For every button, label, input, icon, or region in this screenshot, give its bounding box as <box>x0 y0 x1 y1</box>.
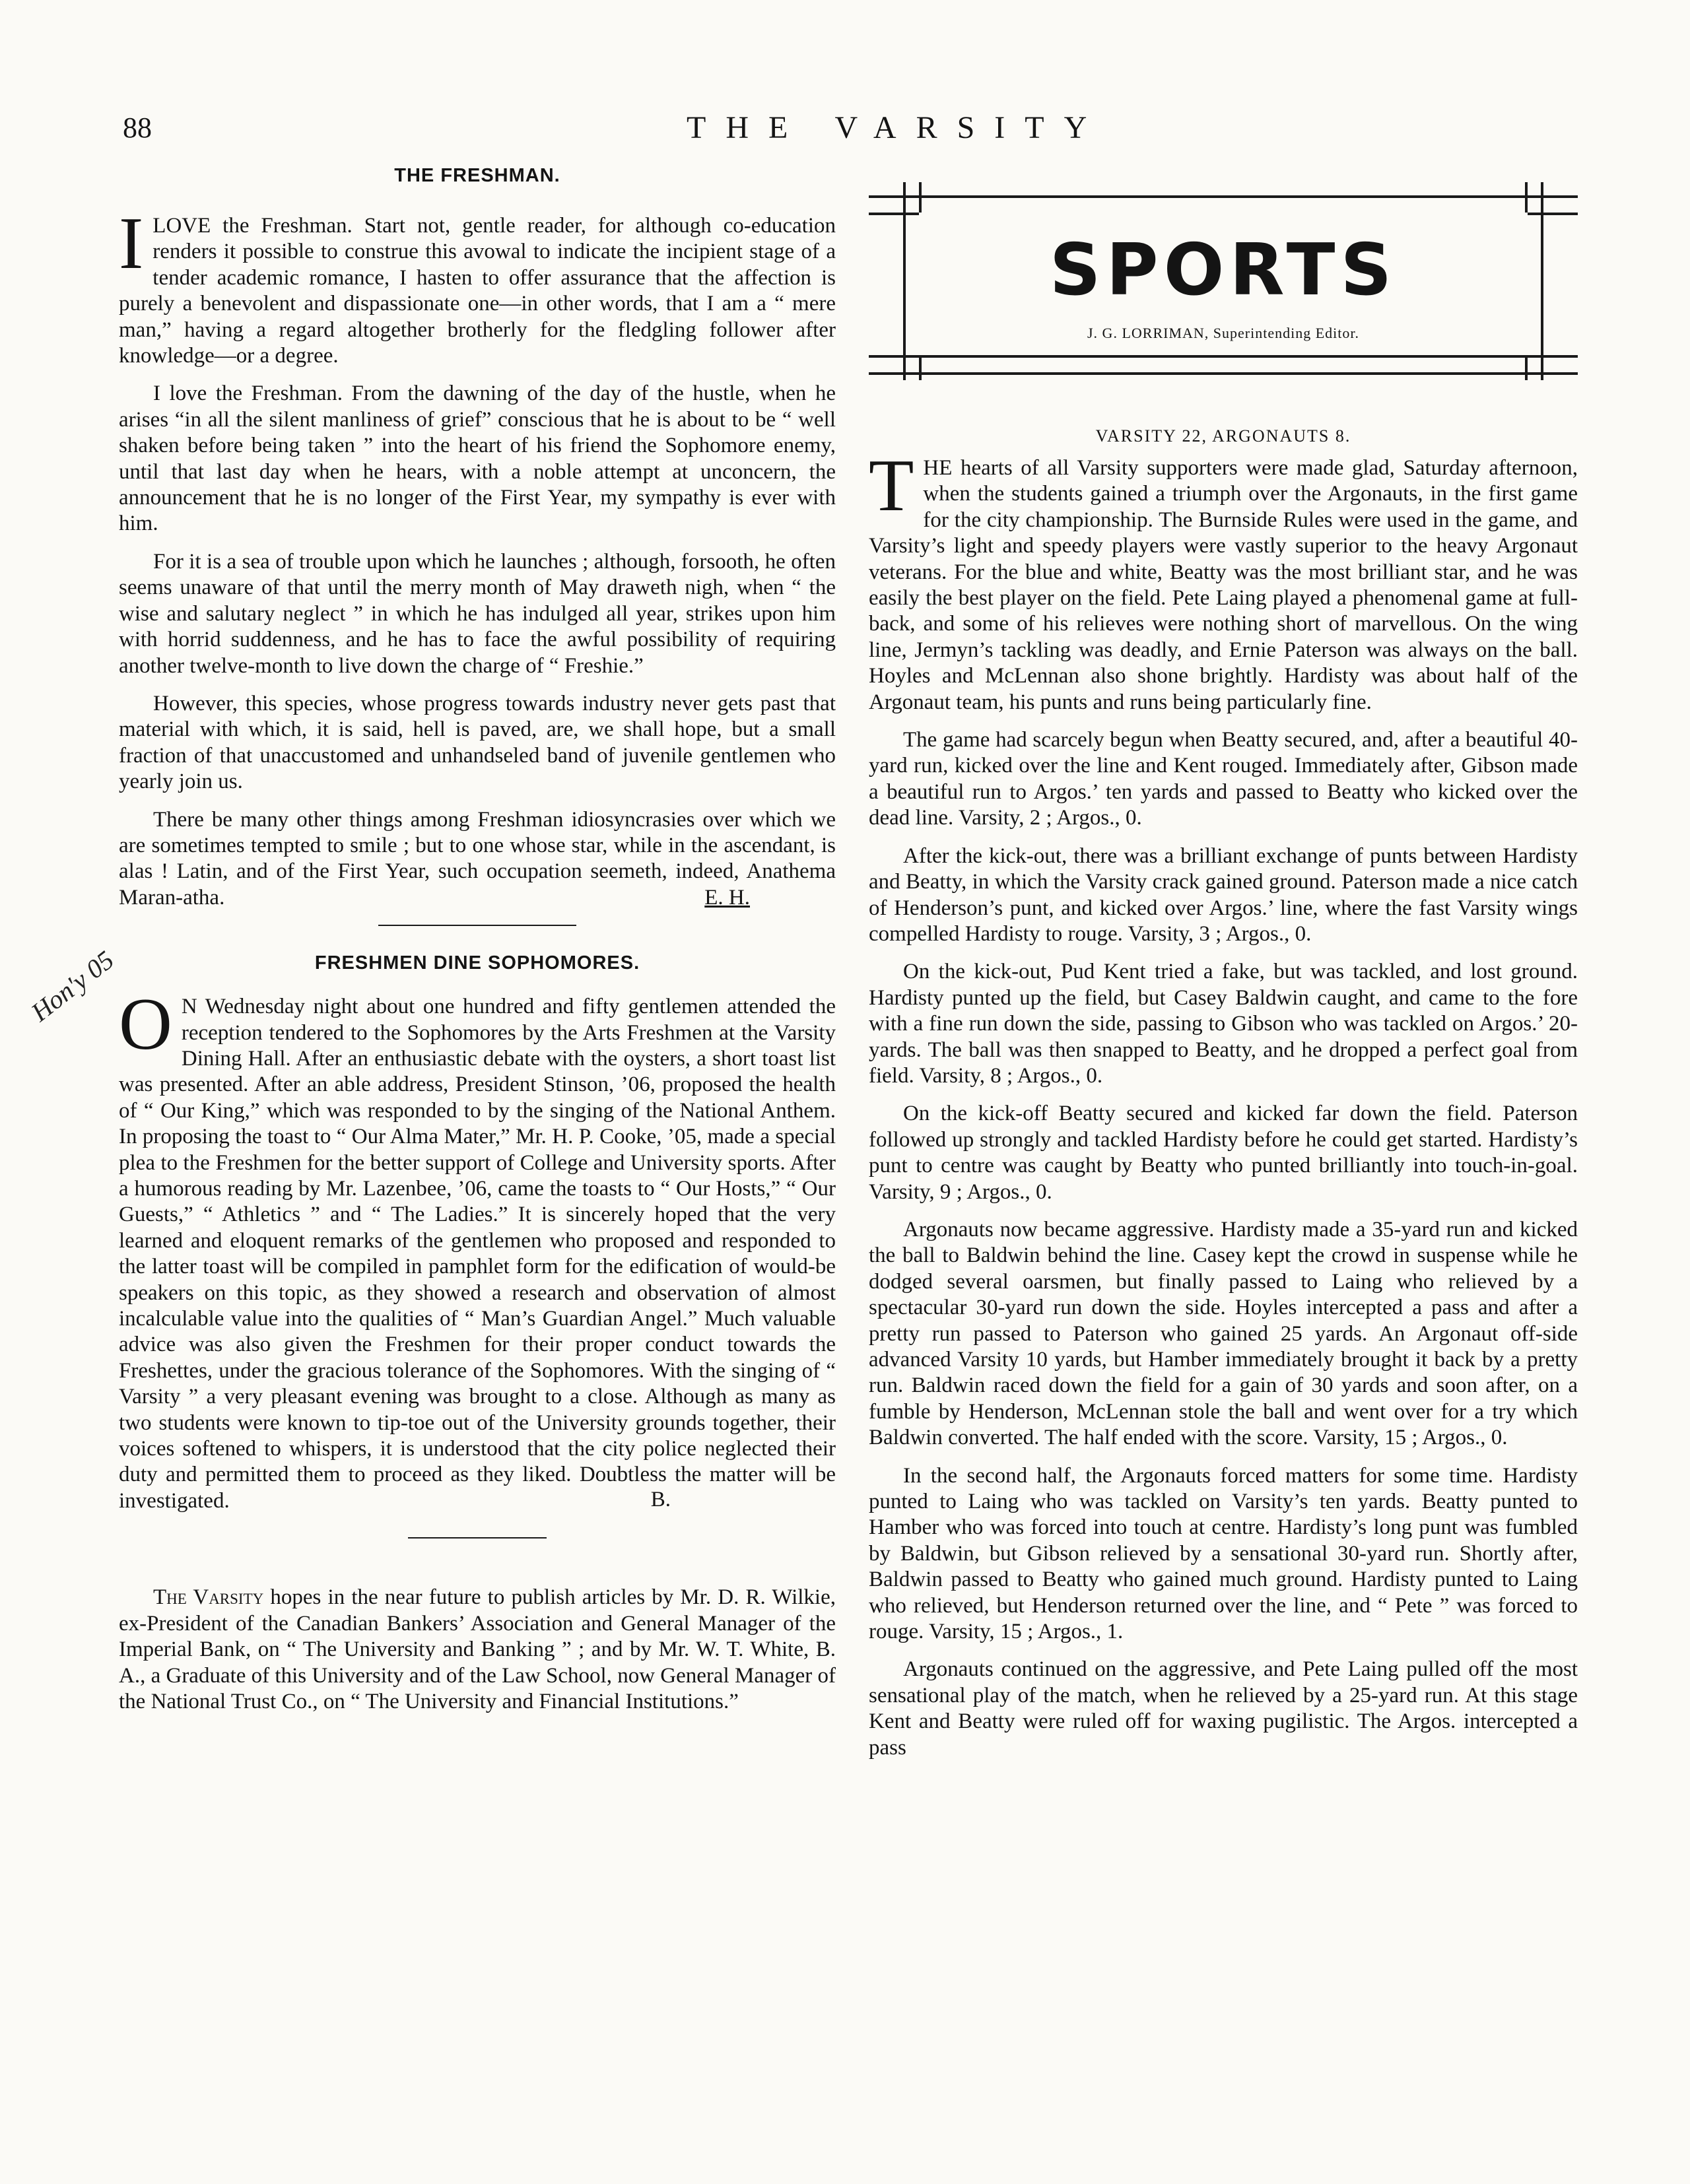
notice-paragraph: The Varsity hopes in the near future to publish articles by Mr. D. R. Wilkie, ex-President of the Canadian Bankers’ Association and General Manager of the Imperial Bank, on “ The University and Banking ” ; and by Mr. W. T. White, B. A., a Graduate of this University and of the Law School, now General Manager of the National Trust Co., on “ The University and Financial Institutions.” <box>119 1585 836 1713</box>
page-number: 88 <box>123 112 152 144</box>
freshman-dropcap: I <box>119 203 144 284</box>
dine-title: FRESHMEN DINE SOPHOMORES. <box>314 952 640 974</box>
right-column <box>869 182 1578 1773</box>
section-divider <box>408 1537 547 1539</box>
freshman-paragraph-5: There be many other things among Freshman idiosyncrasies over which we are sometimes tempted to smile ; but to one whose star, while in the ascendant, is alas ! Latin, and of the First Year, such occupation seemeth, indeed, Anathema Maran-atha. <box>119 807 836 910</box>
sports-paragraph-2: The game had scarcely begun when Beatty secured, and, after a beautiful 40-yard run, kicked over the line and Kent rouged. Immediately after, Gibson made a beautiful run to Argos.’ ten yards and passed to Beatty who kicked over the dead line. Varsity, 2 ; Argos., 0. <box>869 728 1578 830</box>
freshman-paragraph-2: I love the Freshman. From the dawning of the day of the hustle, when he arises “in all the silent manliness of grief” conscious that he is about to be “ well shaken before being taken ” into the heart of his friend the Sophomore enemy, until that last day when he hears, with a noble attempt at unconcern, the announcement that he is no longer of the First Year, my sympathy is ever with him. <box>119 381 836 536</box>
sports-paragraph-3: After the kick-out, there was a brilliant exchange of punts between Hardisty and Beatty, in which the Varsity crack gained ground. Paterson made a nice catch of Henderson’s punt, and kicked over Argos.’ line, where the fast Varsity wings compelled Hardisty to rouge. Varsity, 3 ; Argos., 0. <box>869 844 1578 946</box>
sports-paragraph-1: THE hearts of all Varsity supporters were made glad, Saturday afternoon, when the students gained a triumph over the Argonauts, in the first game for the city championship. The Burnside Rules were used in the game, and Varsity’s light and speedy players were vastly superior to the heavy Argonaut veterans. For the blue and white, Beatty was the most brilliant star, and he was easily the best player on the field. Pete Laing played a phenomenal game at full-back, and some of his relieves were nothing short of marvellous. On the wing line, Jermyn’s tackling was deadly, and Ernie Paterson was always on the ball. Hoyles and McLennan also shone brightly. Hardisty was about half of the Argonaut team, his punts and runs being particularly fine. <box>869 445 1578 714</box>
sports-editor: J. G. LORRIMAN, Superintending Editor. <box>1087 325 1359 341</box>
left-column <box>119 165 836 1727</box>
freshman-paragraph-1: ILOVE the Freshman. Start not, gentle reader, for although co-education renders it possible to construe this avowal to indicate the incipient stage of a tender academic romance, I hasten to offer assurance that the affection is purely a benevolent and dispassionate one—in other words, that I am a “ mere man,” having a regard altogether brotherly for the fledgling follower after knowledge—or a degree. <box>119 203 836 368</box>
game-score-heading: VARSITY 22, ARGONAUTS 8. <box>1095 426 1351 446</box>
dine-signature: B. <box>650 1488 671 1512</box>
sports-paragraph-4: On the kick-out, Pud Kent tried a fake, but was tackled, and lost ground. Hardisty punted up the field, but Casey Baldwin caught, and came to the fore with a fine run down the side, passing to Gibson who was tackled on Argos.’ 20-yards. The ball was then snapped to Beatty, and he dropped a perfect goal from field. Varsity, 8 ; Argos., 0. <box>869 960 1578 1088</box>
freshman-paragraph-4: However, this species, whose progress towards industry never gets past that material with which, it is said, hell is paved, are, we shall hope, but a small fraction of that unaccustomed and unhandseled band of juvenile gentlemen who yearly join us. <box>119 691 836 794</box>
dine-dropcap: O <box>119 983 172 1066</box>
sports-paragraph-7: In the second half, the Argonauts forced matters for some time. Hardisty punted to Laing who was tackled on Varsity’s ten yards. Beatty punted to Hamber who was forced into touch at centre. Hardisty’s long punt was fumbled by Baldwin, but Gibson relieved by a sensational 30-yard run. Shortly after, Baldwin passed to Beatty who gained much ground. Hardisty punted to Laing who relieved, but Henderson returned over the line, and “ Pete ” was forced to rouge. Varsity, 15 ; Argos., 1. <box>869 1463 1578 1644</box>
sports-title: SPORTS <box>1049 229 1398 312</box>
section-divider <box>378 925 576 926</box>
handwritten-margin-note: Hon'y 05 <box>25 944 119 1028</box>
freshman-paragraph-3: For it is a sea of trouble upon which he launches ; although, forsooth, he often seems unaware of that until the merry month of May draweth nigh, when “ the wise and salutary neglect ” in which he has indulged all year, strikes upon him with horrid suddenness, and he has to face the awful possibility of requiring another twelve-month to live down the charge of “ Freshie.” <box>119 549 836 678</box>
masthead-rule <box>1525 182 1543 380</box>
sports-paragraph-5: On the kick-off Beatty secured and kicked far down the field. Paterson followed up strongly and tackled Hardisty before he could get started. Hardisty’s punt to centre was caught by Beatty who punted brilliantly into touch-in-goal. Varsity, 9 ; Argos., 0. <box>869 1102 1578 1204</box>
sports-paragraph-8: Argonauts continued on the aggressive, and Pete Laing pulled off the most sensational play of the match, when he relieved by a 25-yard run. At this stage Kent and Beatty were ruled off for waxing pugilistic. The Argos. intercepted a pass <box>869 1657 1578 1760</box>
notice-lead: The Varsity <box>153 1585 264 1610</box>
masthead-rule <box>869 355 1578 375</box>
sports-paragraph-6: Argonauts now became aggressive. Hardisty made a 35-yard run and kicked the ball to Baldwin behind the line. Casey kept the crowd in suspense while he dodged several oarsmen, but finally passed to Laing who relieved by a spectacular 30-yard run down the side. Hoyles intercepted a pass and after a pretty run passed to Paterson who gained 25 yards. An Argonaut off-side advanced Varsity 10 yards, but Hamber immediately brought it back by a pretty run. Baldwin raced down the field for a gain of 30 yards and soon after, on a fumble by Henderson, McLennan stole the ball and went over for a try which Baldwin converted. The half ended with the score. Varsity, 15 ; Argos., 0. <box>869 1217 1578 1450</box>
sports-dropcap: T <box>869 445 914 527</box>
dine-paragraph: O N Wednesday night about one hundred and fifty gentlemen attended the reception tendered to the Sophomores by the Arts Freshmen at the Varsity Dining Hall. After an enthusiastic debate with the oysters, a short toast list was presented. After an able address, President Stinson, ’06, proposed the health of “ Our King,” which was responded to by the singing of the National Anthem. In proposing the toast to “ Our Alma Mater,” Mr. H. P. Cooke, ’05, made a special plea to the Freshmen for the better support of College and University sports. After a humorous reading by Mr. Lazenbee, ’06, came the toasts to “ Our Hosts,” “ Our Guests,” “ Athletics ” and “ The Ladies.” It is sincerely hoped that the very learned and eloquent remarks of the gentlemen who proposed and responded to the latter toast will be compiled in pamphlet form for the edification of would-be speakers on this topic, as they showed a research and observation of almost incalculable value into the qualities of “ Man’s Guardian Angel.” Much valuable advice was also given the Freshmen for their proper conduct towards the Freshettes, under the gracious tolerance of the Sophomores. With the singing of “ Varsity ” a very pleasant evening was brought to a close. Although as many as two students were known to tip-toe out of the University grounds together, their voices softened to whispers, it is understood that the city police neglected their duty and permitted them to proceed as they liked. Doubtless the matter will be investigated. <box>119 983 836 1513</box>
masthead-panel <box>919 213 1528 355</box>
running-head: THE VARSITY <box>687 110 1107 145</box>
freshman-title: THE FRESHMAN. <box>394 165 560 186</box>
freshman-signature: E. H. <box>704 886 750 910</box>
sports-masthead <box>869 182 1578 407</box>
